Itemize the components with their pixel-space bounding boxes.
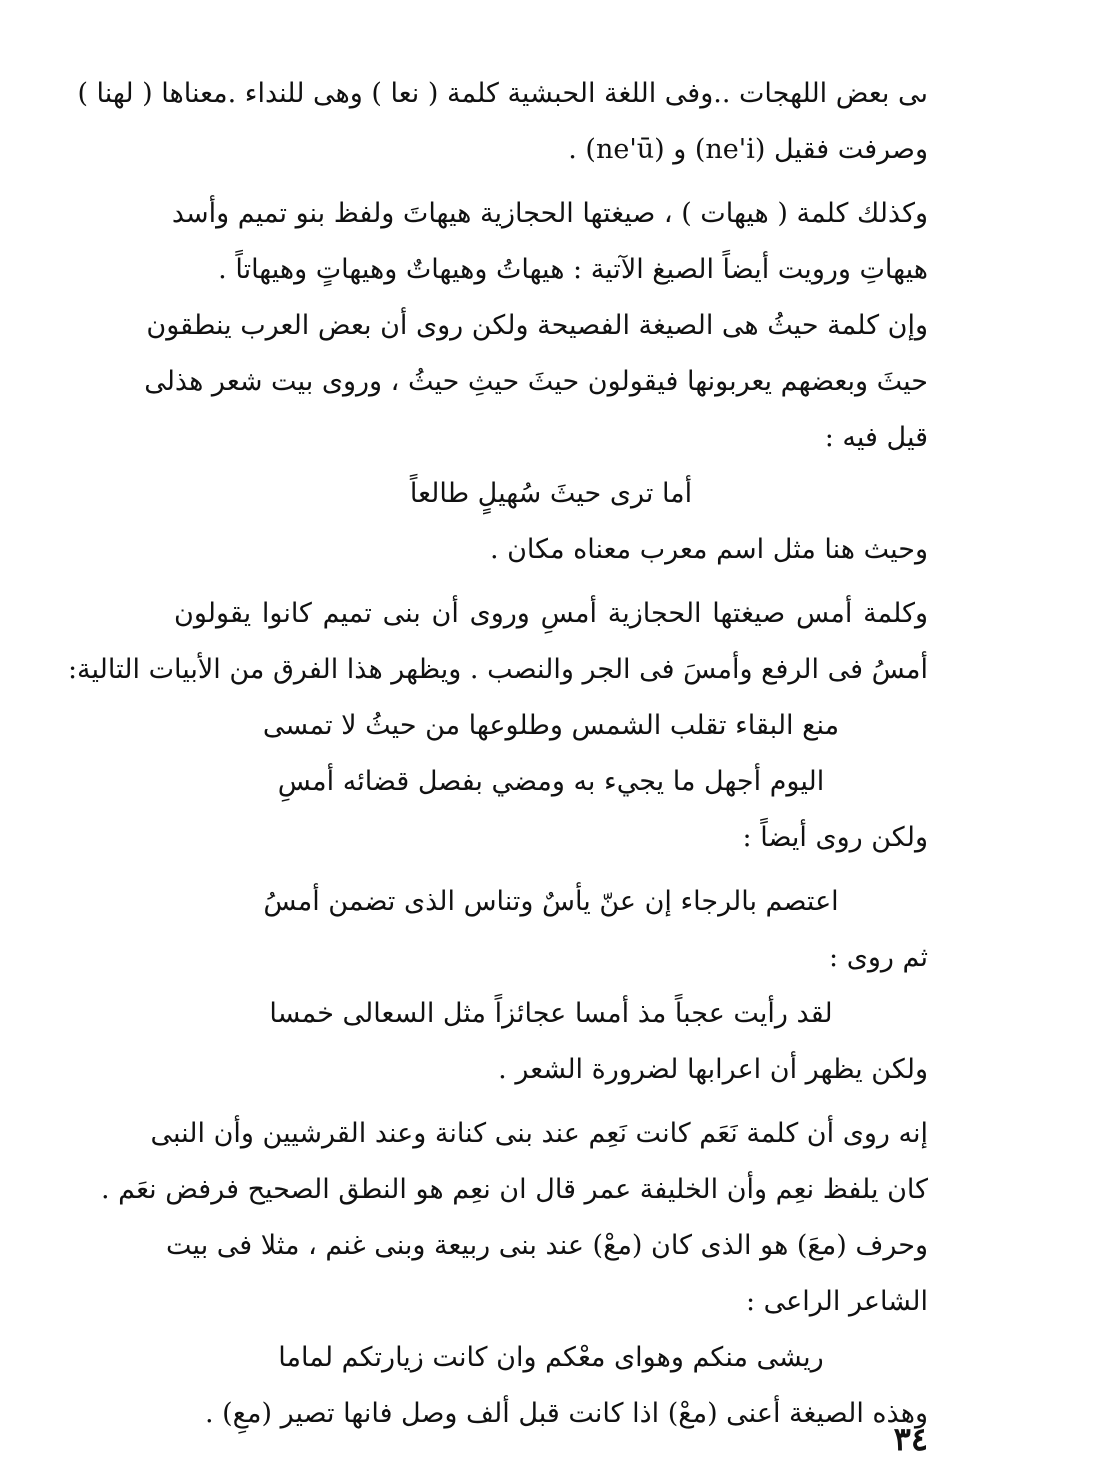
text-line: قيل فيه : [824, 422, 928, 453]
text-line: وكذلك كلمة ( هيهات ) ، صيغتها الحجازية هيهاتَ ولفظ بنو تميم وأسد [171, 198, 928, 229]
text-line: أمسُ فى الرفع وأمسَ فى الجر والنصب . ويظهر هذا الفرق من الأبيات التالية: [67, 654, 928, 685]
text-line: إنه روى أن كلمة نَعَم كانت نَعِم عند بنى كنانة وعند القرشيين وأن النبى [150, 1118, 928, 1149]
page-number: ٣٤ [893, 1420, 928, 1458]
text-line: وإن كلمة حيثُ هى الصيغة الفصيحة ولكن روى أن بعض العرب ينطقون [146, 310, 928, 341]
verse-line: اعتصم بالرجاء إن عنّ يأسٌ وتناس الذى تضمن أمسُ [263, 886, 839, 917]
text-line: ىى بعض اللهجات ..وفى اللغة الحبشية كلمة ( نعا ) وهى للنداء .معناها ( لهنا ) [77, 78, 928, 109]
text-line: ولكن روى أيضاً : [742, 822, 928, 853]
text-line: ولكن يظهر أن اعرابها لضرورة الشعر . [498, 1054, 928, 1085]
verse-line: منع البقاء تقلب الشمس وطلوعها من حيثُ لا تمسى [262, 710, 840, 741]
verse-line: اليوم أجهل ما يجيء به ومضي بفصل قضائه أمسِ [277, 766, 825, 797]
text-line: وحيث هنا مثل اسم معرب معناه مكان . [489, 534, 928, 565]
text-line: هيهاتِ ورويت أيضاً الصيغ الآتية : هيهاتُ وهيهاتٌ وهيهاتٍ وهيهاتاً . [218, 254, 928, 285]
text-line: ثم روى : [829, 942, 928, 973]
text-line: الشاعر الراعى : [745, 1286, 928, 1317]
verse-line: أما ترى حيثَ سُهيلٍ طالعاً [409, 478, 693, 509]
text-line: وصرفت فقيل (ne'i) و (ne'ū) . [568, 134, 928, 165]
text-line: حيثَ وبعضهم يعربونها فيقولون حيثَ حيثِ حيثُ ، وروى بيت شعر هذلى [144, 366, 928, 397]
text-line: وكلمة أمس صيغتها الحجازية أمسِ وروى أن بنى تميم كانوا يقولون [174, 598, 928, 629]
verse-line: ريشى منكم وهواى معْكم وان كانت زيارتكم لماما [278, 1342, 824, 1373]
text-line: وحرف (معَ) هو الذى كان (معْ) عند بنى ربيعة وبنى غنم ، مثلا فى بيت [166, 1230, 928, 1261]
text-line: كان يلفظ نعِم وأن الخليفة عمر قال ان نعِم هو النطق الصحيح فرفض نعَم . [100, 1174, 928, 1205]
text-line: وهذه الصيغة أعنى (معْ) اذا كانت قبل ألف وصل فانها تصير (معِ) . [204, 1398, 928, 1429]
verse-line: لقد رأيت عجباً مذ أمسا عجائزاً مثل السعالى خمسا [269, 998, 833, 1029]
